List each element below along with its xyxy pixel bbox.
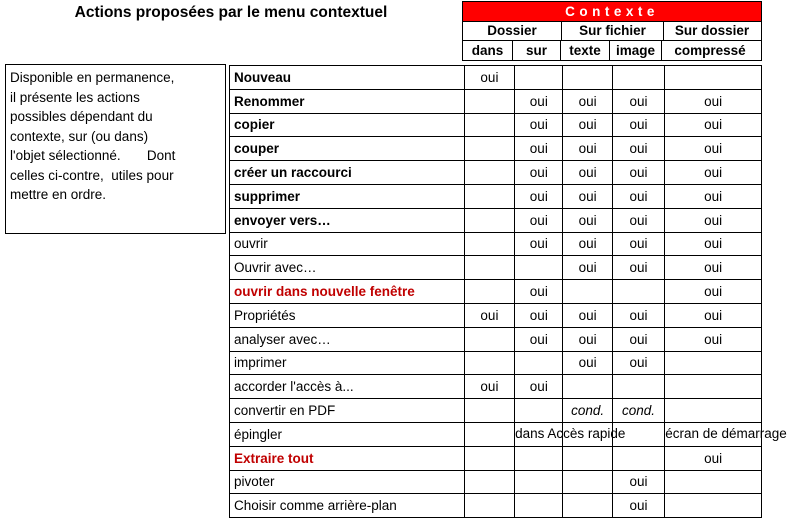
cell-dans — [464, 184, 514, 208]
cell-texte — [563, 375, 612, 399]
table-row — [230, 66, 762, 90]
cell-sur: dans Accès rapide — [515, 422, 563, 446]
cell-compresse: oui — [665, 446, 762, 470]
cell-compresse: écran de démarrage — [665, 422, 762, 446]
cell-sur — [515, 351, 563, 375]
action-label: imprimer — [230, 351, 465, 375]
cell-dans — [464, 446, 514, 470]
action-label: Choisir comme arrière-plan — [230, 494, 465, 518]
action-label: couper — [230, 137, 465, 161]
cell-image: cond. — [612, 399, 664, 423]
cell-sur: oui — [515, 113, 563, 137]
cell-texte: cond. — [563, 399, 612, 423]
cell-sur: oui — [515, 232, 563, 256]
description-text: Disponible en permanence, il présente les actions possibles dépendant du contexte, sur (ou dans) l'objet sélectionné. Dont celles ci-contre, utiles pour mettre en ordre. — [10, 70, 176, 202]
table-row — [230, 470, 762, 494]
cell-dans — [464, 208, 514, 232]
subheader-dans: dans — [463, 41, 513, 60]
cell-texte — [563, 280, 612, 304]
cell-image: oui — [612, 161, 664, 185]
cell-compresse — [665, 66, 762, 90]
table-row — [230, 375, 762, 399]
cell-sur: oui — [515, 184, 563, 208]
actions-grid-body — [230, 66, 787, 518]
table-row — [230, 232, 762, 256]
action-label: créer un raccourci — [230, 161, 465, 185]
cell-compresse: oui — [665, 232, 762, 256]
cell-texte: oui — [563, 256, 612, 280]
context-header-subcolumns — [463, 41, 761, 60]
cell-image — [612, 280, 664, 304]
cell-sur — [515, 66, 563, 90]
action-label: épingler — [230, 422, 465, 446]
cell-dans — [464, 494, 514, 518]
table-row — [230, 113, 762, 137]
cell-image: oui — [612, 470, 664, 494]
cell-compresse: oui — [665, 327, 762, 351]
cell-texte: oui — [563, 184, 612, 208]
cell-texte: oui — [563, 161, 612, 185]
action-label: Propriétés — [230, 303, 465, 327]
action-label: ouvrir dans nouvelle fenêtre — [230, 280, 465, 304]
group-header-dossier: Dossier — [463, 22, 562, 40]
cell-image: oui — [612, 113, 664, 137]
action-label: pivoter — [230, 470, 465, 494]
table-row — [230, 303, 762, 327]
cell-dans — [464, 399, 514, 423]
cell-compresse: oui — [665, 161, 762, 185]
cell-dans — [464, 232, 514, 256]
table-row — [230, 351, 762, 375]
cell-dans — [464, 113, 514, 137]
group-header-sur-dossier-compresse: Sur dossier — [674, 23, 750, 39]
action-label: Renommer — [230, 89, 465, 113]
cell-compresse: oui — [665, 303, 762, 327]
page-title — [0, 0, 462, 26]
subheader-compresse: compressé — [674, 42, 746, 58]
page-title-text: Actions proposées par le menu contextuel — [74, 4, 388, 21]
cell-texte: oui — [563, 89, 612, 113]
cell-compresse: oui — [665, 89, 762, 113]
action-label: convertir en PDF — [230, 399, 465, 423]
action-label: accorder l'accès à... — [230, 375, 465, 399]
cell-compresse — [665, 470, 762, 494]
cell-dans: oui — [464, 375, 514, 399]
group-header-sur-fichier: Sur fichier — [562, 22, 664, 40]
table-row — [230, 280, 762, 304]
cell-sur — [515, 256, 563, 280]
table-row — [230, 89, 762, 113]
action-label: ouvrir — [230, 232, 465, 256]
cell-image — [612, 375, 664, 399]
cell-image — [612, 66, 664, 90]
action-label: Nouveau — [230, 66, 465, 90]
cell-texte: oui — [563, 327, 612, 351]
cell-texte — [563, 470, 612, 494]
cell-image: oui — [612, 89, 664, 113]
cell-dans — [464, 280, 514, 304]
table-row — [230, 422, 762, 446]
subheader-sur: sur — [513, 41, 561, 60]
actions-grid — [229, 65, 787, 518]
context-header-title: Contexte — [463, 2, 761, 22]
cell-texte — [563, 66, 612, 90]
table-row — [230, 327, 762, 351]
cell-sur: oui — [515, 327, 563, 351]
cell-image: oui — [612, 303, 664, 327]
cell-texte: oui — [563, 351, 612, 375]
cell-image: oui — [612, 351, 664, 375]
cell-dans — [464, 327, 514, 351]
cell-sur — [515, 494, 563, 518]
cell-image: oui — [612, 208, 664, 232]
subheader-texte: texte — [561, 41, 610, 60]
cell-image: oui — [612, 184, 664, 208]
cell-compresse — [665, 375, 762, 399]
cell-image: oui — [612, 494, 664, 518]
cell-sur: oui — [515, 375, 563, 399]
cell-compresse: oui — [665, 113, 762, 137]
cell-compresse: oui — [665, 208, 762, 232]
cell-image — [612, 446, 664, 470]
cell-image: oui — [612, 137, 664, 161]
cell-compresse: oui — [665, 137, 762, 161]
cell-compresse: oui — [665, 184, 762, 208]
cell-compresse — [665, 399, 762, 423]
cell-dans — [464, 137, 514, 161]
context-header-groups — [463, 22, 761, 41]
cell-sur — [515, 470, 563, 494]
table-row — [230, 256, 762, 280]
cell-sur: oui — [515, 161, 563, 185]
cell-texte — [563, 446, 612, 470]
cell-texte: oui — [563, 137, 612, 161]
action-label: supprimer — [230, 184, 465, 208]
action-label: Ouvrir avec… — [230, 256, 465, 280]
table-row — [230, 399, 762, 423]
table-row — [230, 446, 762, 470]
cell-dans — [464, 422, 514, 446]
table-row — [230, 137, 762, 161]
table-row — [230, 494, 762, 518]
cell-sur: oui — [515, 137, 563, 161]
cell-sur: oui — [515, 89, 563, 113]
cell-texte: oui — [563, 303, 612, 327]
action-label: Extraire tout — [230, 446, 465, 470]
cell-compresse — [665, 351, 762, 375]
cell-compresse: oui — [665, 280, 762, 304]
cell-dans — [464, 351, 514, 375]
action-label: analyser avec… — [230, 327, 465, 351]
cell-dans — [464, 470, 514, 494]
cell-image: oui — [612, 256, 664, 280]
cell-sur — [515, 399, 563, 423]
cell-dans — [464, 161, 514, 185]
cell-sur: oui — [515, 208, 563, 232]
table-row — [230, 184, 762, 208]
cell-sur: oui — [515, 303, 563, 327]
cell-texte: oui — [563, 113, 612, 137]
cell-sur: oui — [515, 280, 563, 304]
subheader-image: image — [610, 41, 662, 60]
cell-dans — [464, 256, 514, 280]
cell-compresse: oui — [665, 256, 762, 280]
cell-image: oui — [612, 327, 664, 351]
cell-texte — [563, 494, 612, 518]
cell-texte: oui — [563, 232, 612, 256]
cell-image: oui — [612, 232, 664, 256]
cell-dans — [464, 89, 514, 113]
table-row — [230, 208, 762, 232]
table-row — [230, 161, 762, 185]
cell-texte: oui — [563, 208, 612, 232]
action-label: envoyer vers… — [230, 208, 465, 232]
cell-sur — [515, 446, 563, 470]
action-label: copier — [230, 113, 465, 137]
cell-compresse — [665, 494, 762, 518]
description-box — [5, 64, 226, 234]
cell-dans: oui — [464, 66, 514, 90]
context-header — [462, 1, 762, 61]
cell-dans: oui — [464, 303, 514, 327]
